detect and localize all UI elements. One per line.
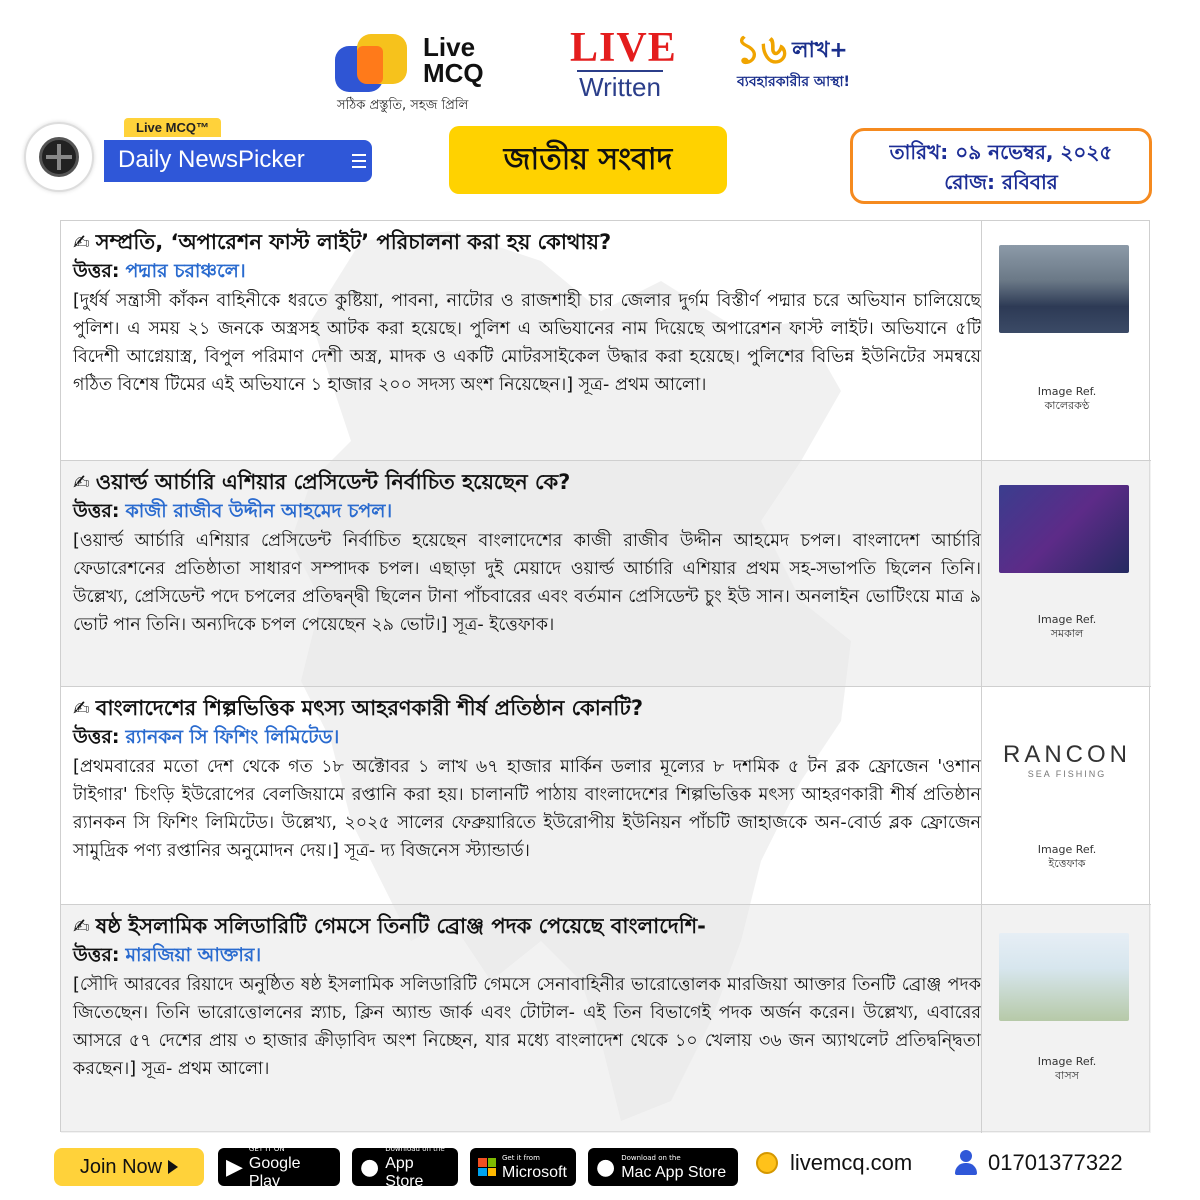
date-line: তারিখ: ০৯ নভেম্বর, ২০২৫ <box>889 140 1113 164</box>
news-row-text <box>73 467 981 639</box>
answer: উত্তর: মারজিয়া আক্তার। <box>73 944 262 966</box>
image-ref: Image Ref. সমকাল <box>1037 613 1097 640</box>
apple-icon: ● <box>360 1154 380 1180</box>
explanation: [সৌদি আরবের রিয়াদে অনুষ্ঠিত ষষ্ঠ ইসলামিক সলিডারিটি গেমসে সেনাবাহিনীর ভারোত্তোলক মারজিয়া আক্তার তিনটি ব্রোঞ্জ পদক জিতেছেন। তিনি ভারোত্তোলনের স্ন্যাচ, ক্লিন অ্যান্ড জার্ক এবং টোটাল- এই তিন বিভাগেই পদক অর্জন করেন। উল্লেখ্য, এবারের আসরে ৫৭ দেশের প্রায় ৩ হাজার ক্রীড়াবিদ অংশ নিচ্ছেন, যার মধ্যে বাংলাদেশ থেকে ১০ খেলায় ৩৬ জন অ্যাথলেট প্রতিদ্বন্দ্বিতা করছেন।] সূত্র- প্রথম আলো। <box>73 975 981 1079</box>
question: ✍ বাংলাদেশের শিল্পভিত্তিক মৎস্য আহরণকারী শীর্ষ প্রতিষ্ঠান কোনটি? <box>73 696 644 720</box>
written-label: Written <box>579 72 661 102</box>
newspicker-badge <box>24 122 374 192</box>
image-cell <box>981 687 1151 904</box>
users-trust: ব্যবহারকারীর আস্থা! <box>737 74 850 90</box>
website-link[interactable]: livemcq.com <box>756 1150 912 1176</box>
livemcq-mark-icon <box>335 34 413 92</box>
phone-number[interactable]: 01701377322 <box>954 1150 1123 1176</box>
news-row <box>61 221 1151 461</box>
livemcq-wordmark: Live MCQ <box>423 32 484 88</box>
news-globe-icon <box>24 122 94 192</box>
date-box <box>850 128 1152 204</box>
pen-icon: ✍ <box>73 470 90 494</box>
news-row <box>61 687 1151 905</box>
explanation: [দুর্ধর্ষ সন্ত্রাসী কাঁকন বাহিনীকে ধরতে কুষ্টিয়া, পাবনা, নাটোর ও রাজশাহী চার জেলার দুর্গম বিস্তীর্ণ পদ্মার চরে অভিযান চালিয়েছে পুলিশ। এ সময় ২১ জনকে অস্ত্রসহ আটক করা হয়েছে। পুলিশ এ অভিযানের নাম দিয়েছে অপারেশন ফাস্ট লাইট। অভিযানে ৫টি বিদেশী আগ্নেয়াস্ত্র, বিপুল পরিমাণ দেশী অস্ত্র, মাদক ও একটি মোটরসাইকেল উদ্ধার করা হয়েছে। পুলিশের বিভিন্ন ইউনিটের সমন্বয়ে গঠিত বিশেষ টিমের এই অভিযানে ১ হাজার ২০০ সদস্য অংশ নিয়েছেন।] সূত্র- প্রথম আলো। <box>73 291 981 395</box>
user-icon <box>954 1150 978 1176</box>
menu-lines-icon <box>352 154 366 168</box>
join-now-button[interactable]: Join Now <box>54 1148 204 1186</box>
news-row-text <box>73 693 981 865</box>
image-cell <box>981 905 1151 1133</box>
livemcq-logo <box>335 30 535 115</box>
globe-icon <box>756 1152 778 1174</box>
question: ✍ সম্প্রতি, ‘অপারেশন ফাস্ট লাইট’ পরিচালনা করা হয় কোথায়? <box>73 230 612 254</box>
news-table <box>60 220 1150 1132</box>
users-suffix: লাখ+ <box>792 38 848 63</box>
news-thumbnail <box>999 485 1129 573</box>
image-ref: Image Ref. কালেরকণ্ঠ <box>1037 385 1097 412</box>
answer: উত্তর: র‍্যানকন সি ফিশিং লিমিটেড। <box>73 726 340 748</box>
pen-icon: ✍ <box>73 230 90 254</box>
answer: উত্তর: পদ্মার চরাঞ্চলে। <box>73 260 246 282</box>
play-icon: ▶ <box>226 1154 243 1180</box>
rancon-logo: RANCON SEA FISHING <box>1002 741 1131 779</box>
microsoft-store-button[interactable]: Get it from Microsoft <box>470 1148 576 1186</box>
category-title: জাতীয় সংবাদ <box>449 126 727 194</box>
google-play-button[interactable]: ▶ GET IT ON Google Play <box>218 1148 340 1186</box>
news-thumbnail <box>999 933 1129 1021</box>
play-arrow-icon <box>168 1160 178 1174</box>
livemcq-tagline: সঠিক প্রস্তুতি, সহজ প্রিলি <box>337 98 469 113</box>
answer: উত্তর: কাজী রাজীব উদ্দীন আহমেদ চপল। <box>73 500 393 522</box>
mac-app-store-button[interactable]: ● Download on the Mac App Store <box>588 1148 738 1186</box>
explanation: [ওয়ার্ল্ড আর্চারি এশিয়ার প্রেসিডেন্ট নির্বাচিত হয়েছেন বাংলাদেশের কাজী রাজীব উদ্দীন আহমেদ চপল। বাংলাদেশ আর্চারি ফেডারেশনের প্রতিষ্ঠাতা সাধারণ সম্পাদক চপল। এছাড়া দুই মেয়াদে ওয়ার্ল্ড আর্চারি এশিয়ার প্রথম সহ-সভাপতি ছিলেন তিনি। উল্লেখ্য, প্রেসিডেন্ট পদে চপলের প্রতিদ্বন্দ্বী ছিলেন টানা পাঁচবারের এবং বর্তমান প্রেসিডেন্ট চুং ইউ সান। অনলাইন ভোটিংয়ে মাত্র ৯ ভোট পান তিনি। অন্যদিকে চপল পেয়েছেন ২৯ ভোট।] সূত্র- ইত্তেফাক। <box>73 531 981 635</box>
live-label: LIVE <box>570 25 677 71</box>
users-number: ১৬ <box>735 27 787 73</box>
image-cell <box>981 221 1151 460</box>
image-ref: Image Ref. ইত্তেফাক <box>1037 843 1097 870</box>
news-row-text <box>73 911 981 1083</box>
windows-icon <box>478 1158 496 1176</box>
newspicker-tm: Live MCQ™ <box>124 118 221 137</box>
newspicker-bar <box>104 140 372 182</box>
apple-icon: ● <box>596 1154 616 1180</box>
pen-icon: ✍ <box>73 696 90 720</box>
live-written-logo <box>570 25 677 102</box>
news-row <box>61 905 1151 1133</box>
news-row <box>61 461 1151 687</box>
day-line: রোজ: রবিবার <box>944 170 1058 194</box>
question: ✍ ষষ্ঠ ইসলামিক সলিডারিটি গেমসে তিনটি ব্রোঞ্জ পদক পেয়েছে বাংলাদেশি- <box>73 914 706 938</box>
users-badge <box>735 28 905 94</box>
news-thumbnail <box>999 245 1129 333</box>
explanation: [প্রথমবারের মতো দেশ থেকে গত ১৮ অক্টোবর ১ লাখ ৬৭ হাজার মার্কিন ডলার মূল্যের ৮ দশমিক ৫ টন ব্লক ফ্রোজেন 'ওশান টাইগার' চিংড়ি ইউরোপের বেলজিয়ামে রপ্তানি করা হয়। চালানটি পাঠায় বাংলাদেশের শিল্পভিত্তিক মৎস্য আহরণকারী শীর্ষ প্রতিষ্ঠান র‍্যানকন সি ফিশিং লিমিটেড। উল্লেখ্য, ২০২৫ সালের ফেব্রুয়ারিতে ইউরোপীয় ইউনিয়ন পাঁচটি জাহাজকে অন-বোর্ড ব্লক ফ্রোজেন সামুদ্রিক পণ্য রপ্তানির অনুমোদন দেয়।] সূত্র- দ্য বিজনেস স্ট্যান্ডার্ড। <box>73 757 981 861</box>
app-store-button[interactable]: ● Download on the App Store <box>352 1148 458 1186</box>
question: ✍ ওয়ার্ল্ড আর্চারি এশিয়ার প্রেসিডেন্ট নির্বাচিত হয়েছেন কে? <box>73 470 571 494</box>
pen-icon: ✍ <box>73 914 90 938</box>
top-logos <box>0 22 1200 117</box>
newspicker-title: Daily NewsPicker <box>118 146 305 173</box>
footer <box>0 1146 1200 1190</box>
news-row-text <box>73 227 981 399</box>
image-ref: Image Ref. বাসস <box>1037 1055 1097 1082</box>
image-cell <box>981 461 1151 686</box>
